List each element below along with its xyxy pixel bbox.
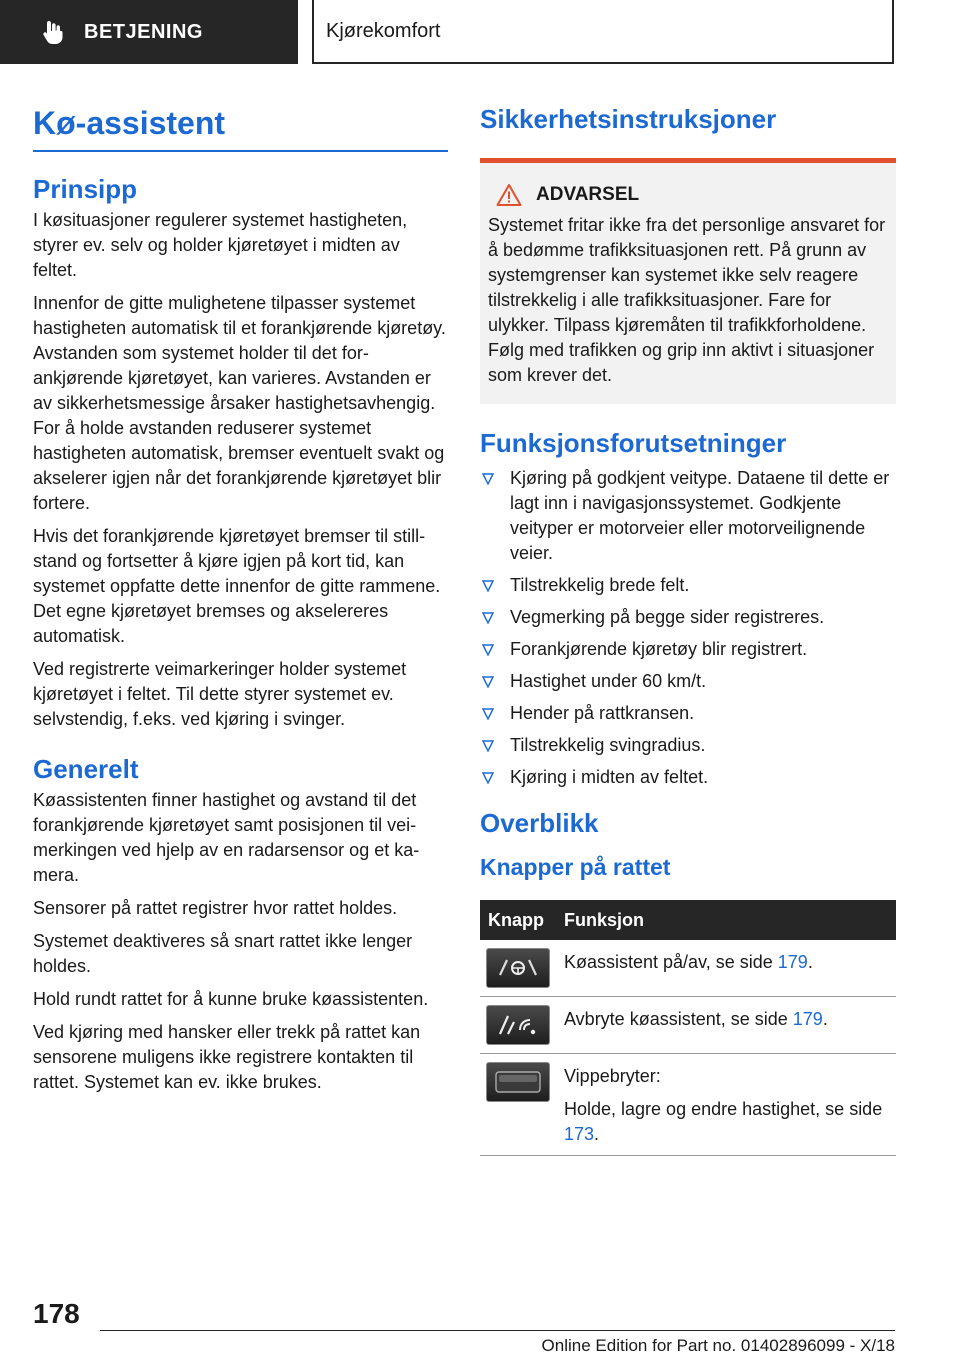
general-paragraph: Sensorer på rattet registrer hvor rattet holdes. xyxy=(33,898,398,918)
right-column xyxy=(480,100,896,1156)
page-number: 178 xyxy=(33,1298,80,1329)
principle-paragraph: Innenfor de gitte mulighetene tilpasser systemet hastigheten automatisk til et forankjørende kjøretøy. Avstanden som systemet holder til det forankjørende kjøretøyet, kan varieres. Avstanden er av sikkerhetsmessige årsaker hastighetsavhengig. For å holde avstanden reduserer systemet hastigheten automatisk, bremser eventuelt svakt og akselerer igjen når det forankjørende kjøretøyet blir fortere. xyxy=(33,293,446,513)
heading-principle: Prinsipp xyxy=(33,174,138,204)
heading-buttons: Knapper på rattet xyxy=(480,854,671,880)
list-item: Vegmerking på begge sider registreres. xyxy=(480,605,896,630)
list-item: Hender på rattkransen. xyxy=(480,701,896,726)
section-tab-label: BETJENING xyxy=(84,20,203,43)
left-column xyxy=(33,100,448,1103)
list-item: Hastighet under 60 km/t. xyxy=(480,669,896,694)
general-paragraph: Ved kjøring med hansker eller trekk på rattet kan sensorene muligens ikke registrere kontakten til rattet. Systemet kan ev. ikke brukes. xyxy=(33,1022,421,1092)
traffic-jam-assistant-icon xyxy=(486,948,550,988)
list-item: Tilstrekkelig svingradius. xyxy=(480,733,896,758)
table-row: Køassistent på/av, se side 179. xyxy=(480,940,896,997)
column-header-button: Knapp xyxy=(480,900,556,940)
requirements-list xyxy=(480,466,896,790)
general-paragraph: Hold rundt rattet for å kunne bruke køassistenten. xyxy=(33,989,429,1009)
list-item: Forankjørende kjøretøy blir registrert. xyxy=(480,637,896,662)
footer-edition: Online Edition for Part no. 01402896099 - X/18 xyxy=(541,1336,895,1355)
section-tab xyxy=(0,0,298,64)
list-item: Kjøring på godkjent veitype. Dataene til dette er lagt inn i navigasjonssystemet. Godkjente veityper er motorveier eller motorveilignende veier. xyxy=(480,466,896,566)
principle-paragraph: Ved registrerte veimarkeringer holder systemet kjøretøyet i feltet. Til dette styrer systemet ev. selvstendig, f.eks. ved kjøring i svinger. xyxy=(33,659,407,729)
triangle-bullet-icon xyxy=(482,676,494,688)
heading-safety: Sikkerhetsinstruksjoner xyxy=(480,104,777,134)
triangle-bullet-icon xyxy=(482,772,494,784)
cancel-assistant-icon xyxy=(486,1005,550,1045)
page-link[interactable]: 179 xyxy=(777,952,808,972)
warning-triangle-icon xyxy=(496,183,522,207)
warning-text: Systemet fritar ikke fra det personlige ansvaret for å bedømme trafikksituasjonen rett. På grunn av systemgrenser kan systemet ikke selv reagere tilstrekkelig i alle trafikksituasjoner. Fare for ulykker. Tilpass kjøremåten til trafikkforholdene. Følg med trafikken og grip inn aktivt i situasjoner som krever det. xyxy=(488,215,886,385)
page-link[interactable]: 179 xyxy=(792,1009,823,1029)
general-paragraph: Køassistenten finner hastighet og avstand til det forankjørende kjøretøyet samt posisjonen til veimerkingen ved hjelp av en radarsensor og et kamera. xyxy=(33,790,420,885)
heading-general: Generelt xyxy=(33,754,139,784)
column-header-function: Funksjon xyxy=(556,900,896,940)
table-header-row xyxy=(480,900,896,940)
triangle-bullet-icon xyxy=(482,644,494,656)
table-row: Avbryte køassistent, se side 179. xyxy=(480,997,896,1054)
triangle-bullet-icon xyxy=(482,708,494,720)
triangle-bullet-icon xyxy=(482,580,494,592)
triangle-bullet-icon xyxy=(482,612,494,624)
heading-overview: Overblikk xyxy=(480,808,599,838)
warning-label: ADVARSEL xyxy=(536,184,640,205)
warning-header xyxy=(488,183,888,207)
triangle-bullet-icon xyxy=(482,473,494,485)
principle-paragraph: I køsituasjoner regulerer systemet hastigheten, styrer ev. selv og holder kjøretøyet i midten av feltet. xyxy=(33,210,408,280)
table-row: Vippebryter: Holde, lagre og endre hastighet, se side 173. xyxy=(480,1054,896,1156)
hand-pointer-icon xyxy=(40,19,66,45)
general-paragraph: Systemet deaktiveres så snart rattet ikke lenger holdes. xyxy=(33,931,413,976)
principle-paragraph: Hvis det forankjørende kjøretøyet bremser til stillstand og fortsetter å kjøre igjen på kort tid, kan systemet oppfatte dette innenfor de gitte rammene. Det egne kjøretøyet bremses og akselereres automatisk. xyxy=(33,526,441,646)
chapter-header xyxy=(312,0,894,64)
list-item: Tilstrekkelig brede felt. xyxy=(480,573,896,598)
chapter-title: Kjørekomfort xyxy=(326,19,441,42)
page-link[interactable]: 173 xyxy=(564,1124,595,1144)
warning-box xyxy=(480,158,896,404)
buttons-table xyxy=(480,900,896,1156)
triangle-bullet-icon xyxy=(482,740,494,752)
rocker-switch-icon xyxy=(486,1062,550,1102)
list-item: Kjøring i midten av feltet. xyxy=(480,765,896,790)
heading-requirements: Funksjonsforutsetninger xyxy=(480,428,787,458)
footer-divider xyxy=(100,1330,895,1331)
page-title: Kø-assistent xyxy=(33,100,448,152)
